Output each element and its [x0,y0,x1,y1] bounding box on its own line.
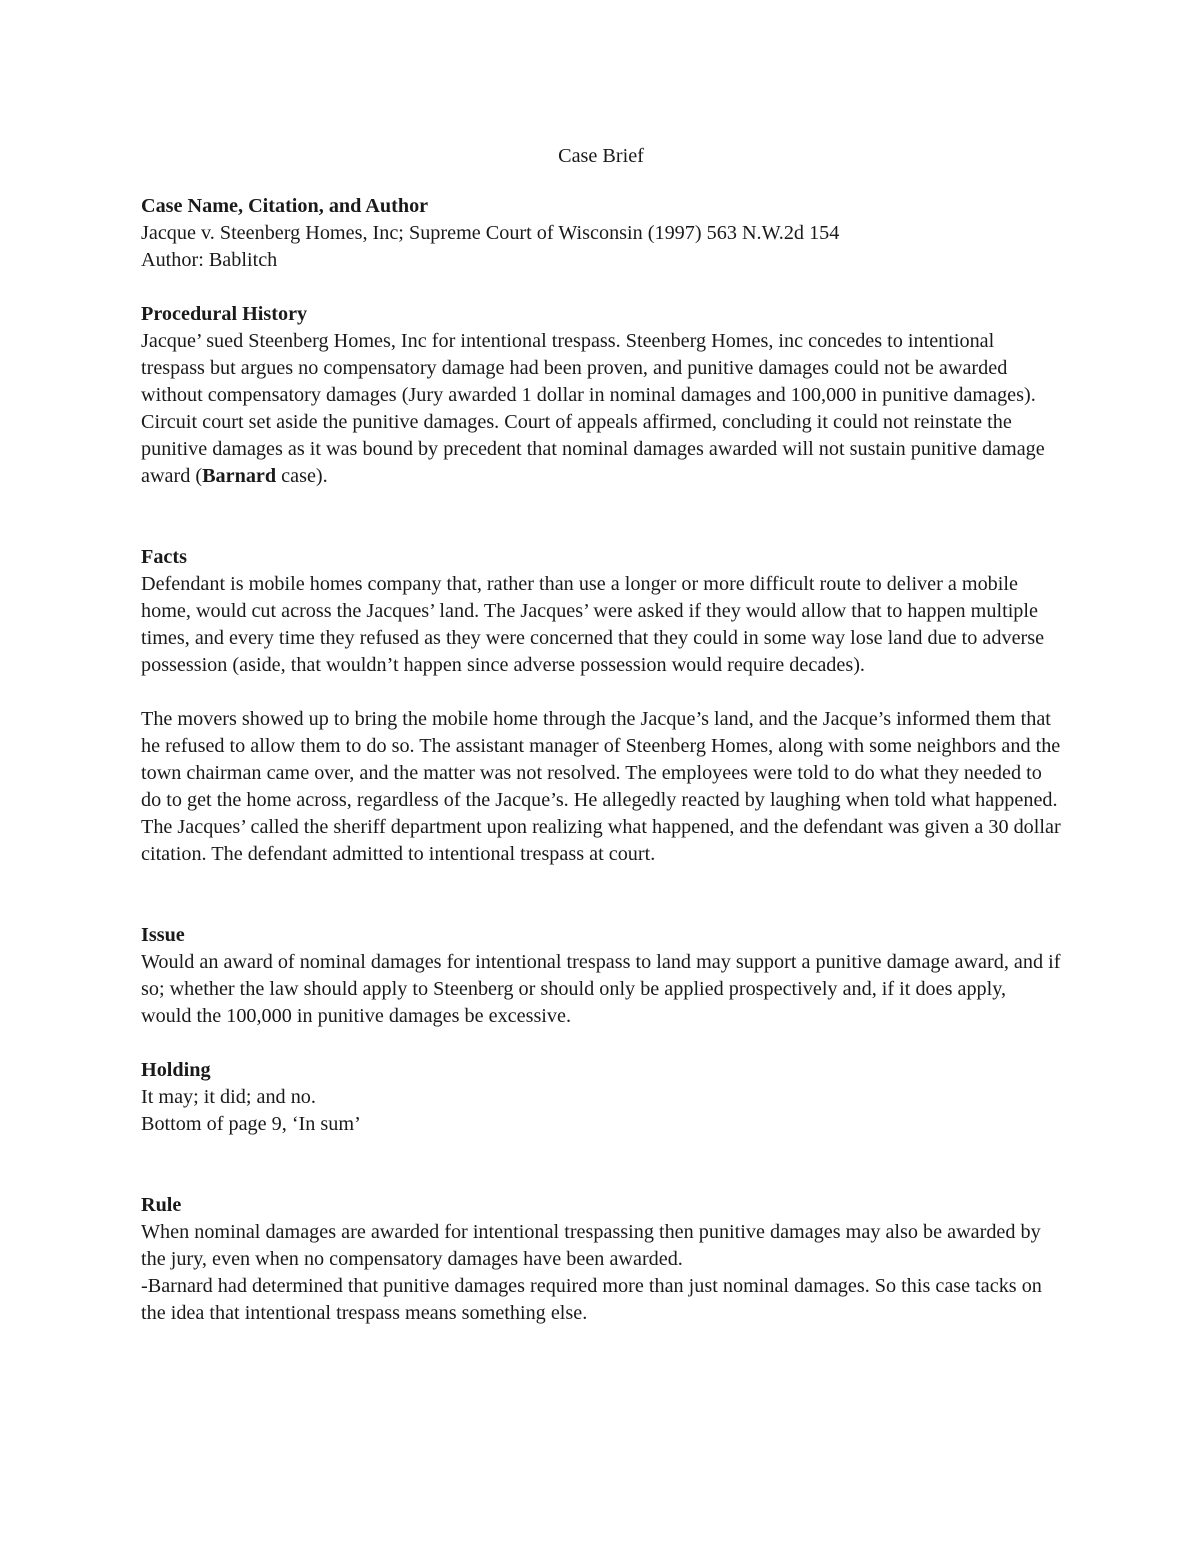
document-title: Case Brief [558,145,644,167]
spacer [141,1138,1061,1192]
section-heading-rule: Rule [141,1194,182,1216]
facts-paragraph-1: Defendant is mobile homes company that, rather than use a longer or more difficult route to deliver a mobile home, would cut across the Jacques’ land. The Jacques’ were asked if they would allow that to happen multiple times, and every time they refused as they were concerned that they could in some way lose land due to adverse possession (aside, that wouldn’t happen since adverse possession would require decades). [141,573,1045,676]
spacer [141,274,1061,301]
spacer [141,679,1061,706]
spacer [141,1030,1061,1057]
section-heading-case-name: Case Name, Citation, and Author [141,195,429,217]
section-heading-facts: Facts [141,546,187,568]
document-page [141,143,1061,1327]
procedural-history-text-end: case). [276,465,328,487]
section-heading-issue: Issue [141,924,185,946]
rule-paragraph-2: -Barnard had determined that punitive damages required more than just nominal damages. So this case tacks on the idea that intentional trespass means something else. [141,1275,1042,1324]
procedural-history-paragraph [141,328,1061,490]
section-procedural-history [141,301,1061,490]
rule-paragraph-1: When nominal damages are awarded for intentional trespassing then punitive damages may also be awarded by the jury, even when no compensatory damages have been awarded. [141,1221,1041,1270]
procedural-history-text: Jacque’ sued Steenberg Homes, Inc for intentional trespass. Steenberg Homes, inc concedes to intentional trespass but argues no compensatory damage had been proven, and punitive damages could not be awarded without compensatory damages (Jury awarded 1 dollar in nominal damages and 100,000 in punitive damages). Circuit court set aside the punitive damages. Court of appeals affirmed, concluding it could not reinstate the punitive damages as it was bound by precedent that nominal damages awarded will not sustain punitive damage award ( [141,330,1045,487]
section-heading-procedural-history: Procedural History [141,303,308,325]
facts-paragraph-2: The movers showed up to bring the mobile home through the Jacque’s land, and the Jacque’s informed them that he refused to allow them to do so. The assistant manager of Steenberg Homes, along with some neighbors and the town chairman came over, and the matter was not resolved. The employees were told to do what they needed to do to get the home across, regardless of the Jacque’s. He allegedly reacted by laughing when told what happened. The Jacques’ called the sheriff department upon realizing what happened, and the defendant was given a 30 dollar citation. The defendant admitted to intentional trespass at court. [141,708,1061,865]
holding-line-1: It may; it did; and no. [141,1086,316,1108]
spacer [141,868,1061,922]
bold-case-reference: Barnard [202,465,277,487]
case-citation-line: Jacque v. Steenberg Homes, Inc; Supreme Court of Wisconsin (1997) 563 N.W.2d 154 [141,222,840,244]
section-rule [141,1192,1061,1327]
holding-line-2: Bottom of page 9, ‘In sum’ [141,1113,361,1135]
issue-paragraph: Would an award of nominal damages for intentional trespass to land may support a punitive damage award, and if so; whether the law should apply to Steenberg or should only be applied prospectively and, if it does apply, would the 100,000 in punitive damages be excessive. [141,951,1061,1027]
section-issue [141,922,1061,1030]
section-holding [141,1057,1061,1138]
case-author-line: Author: Bablitch [141,249,278,271]
section-case-name [141,193,1061,274]
section-facts [141,544,1061,868]
spacer [141,490,1061,544]
section-heading-holding: Holding [141,1059,211,1081]
